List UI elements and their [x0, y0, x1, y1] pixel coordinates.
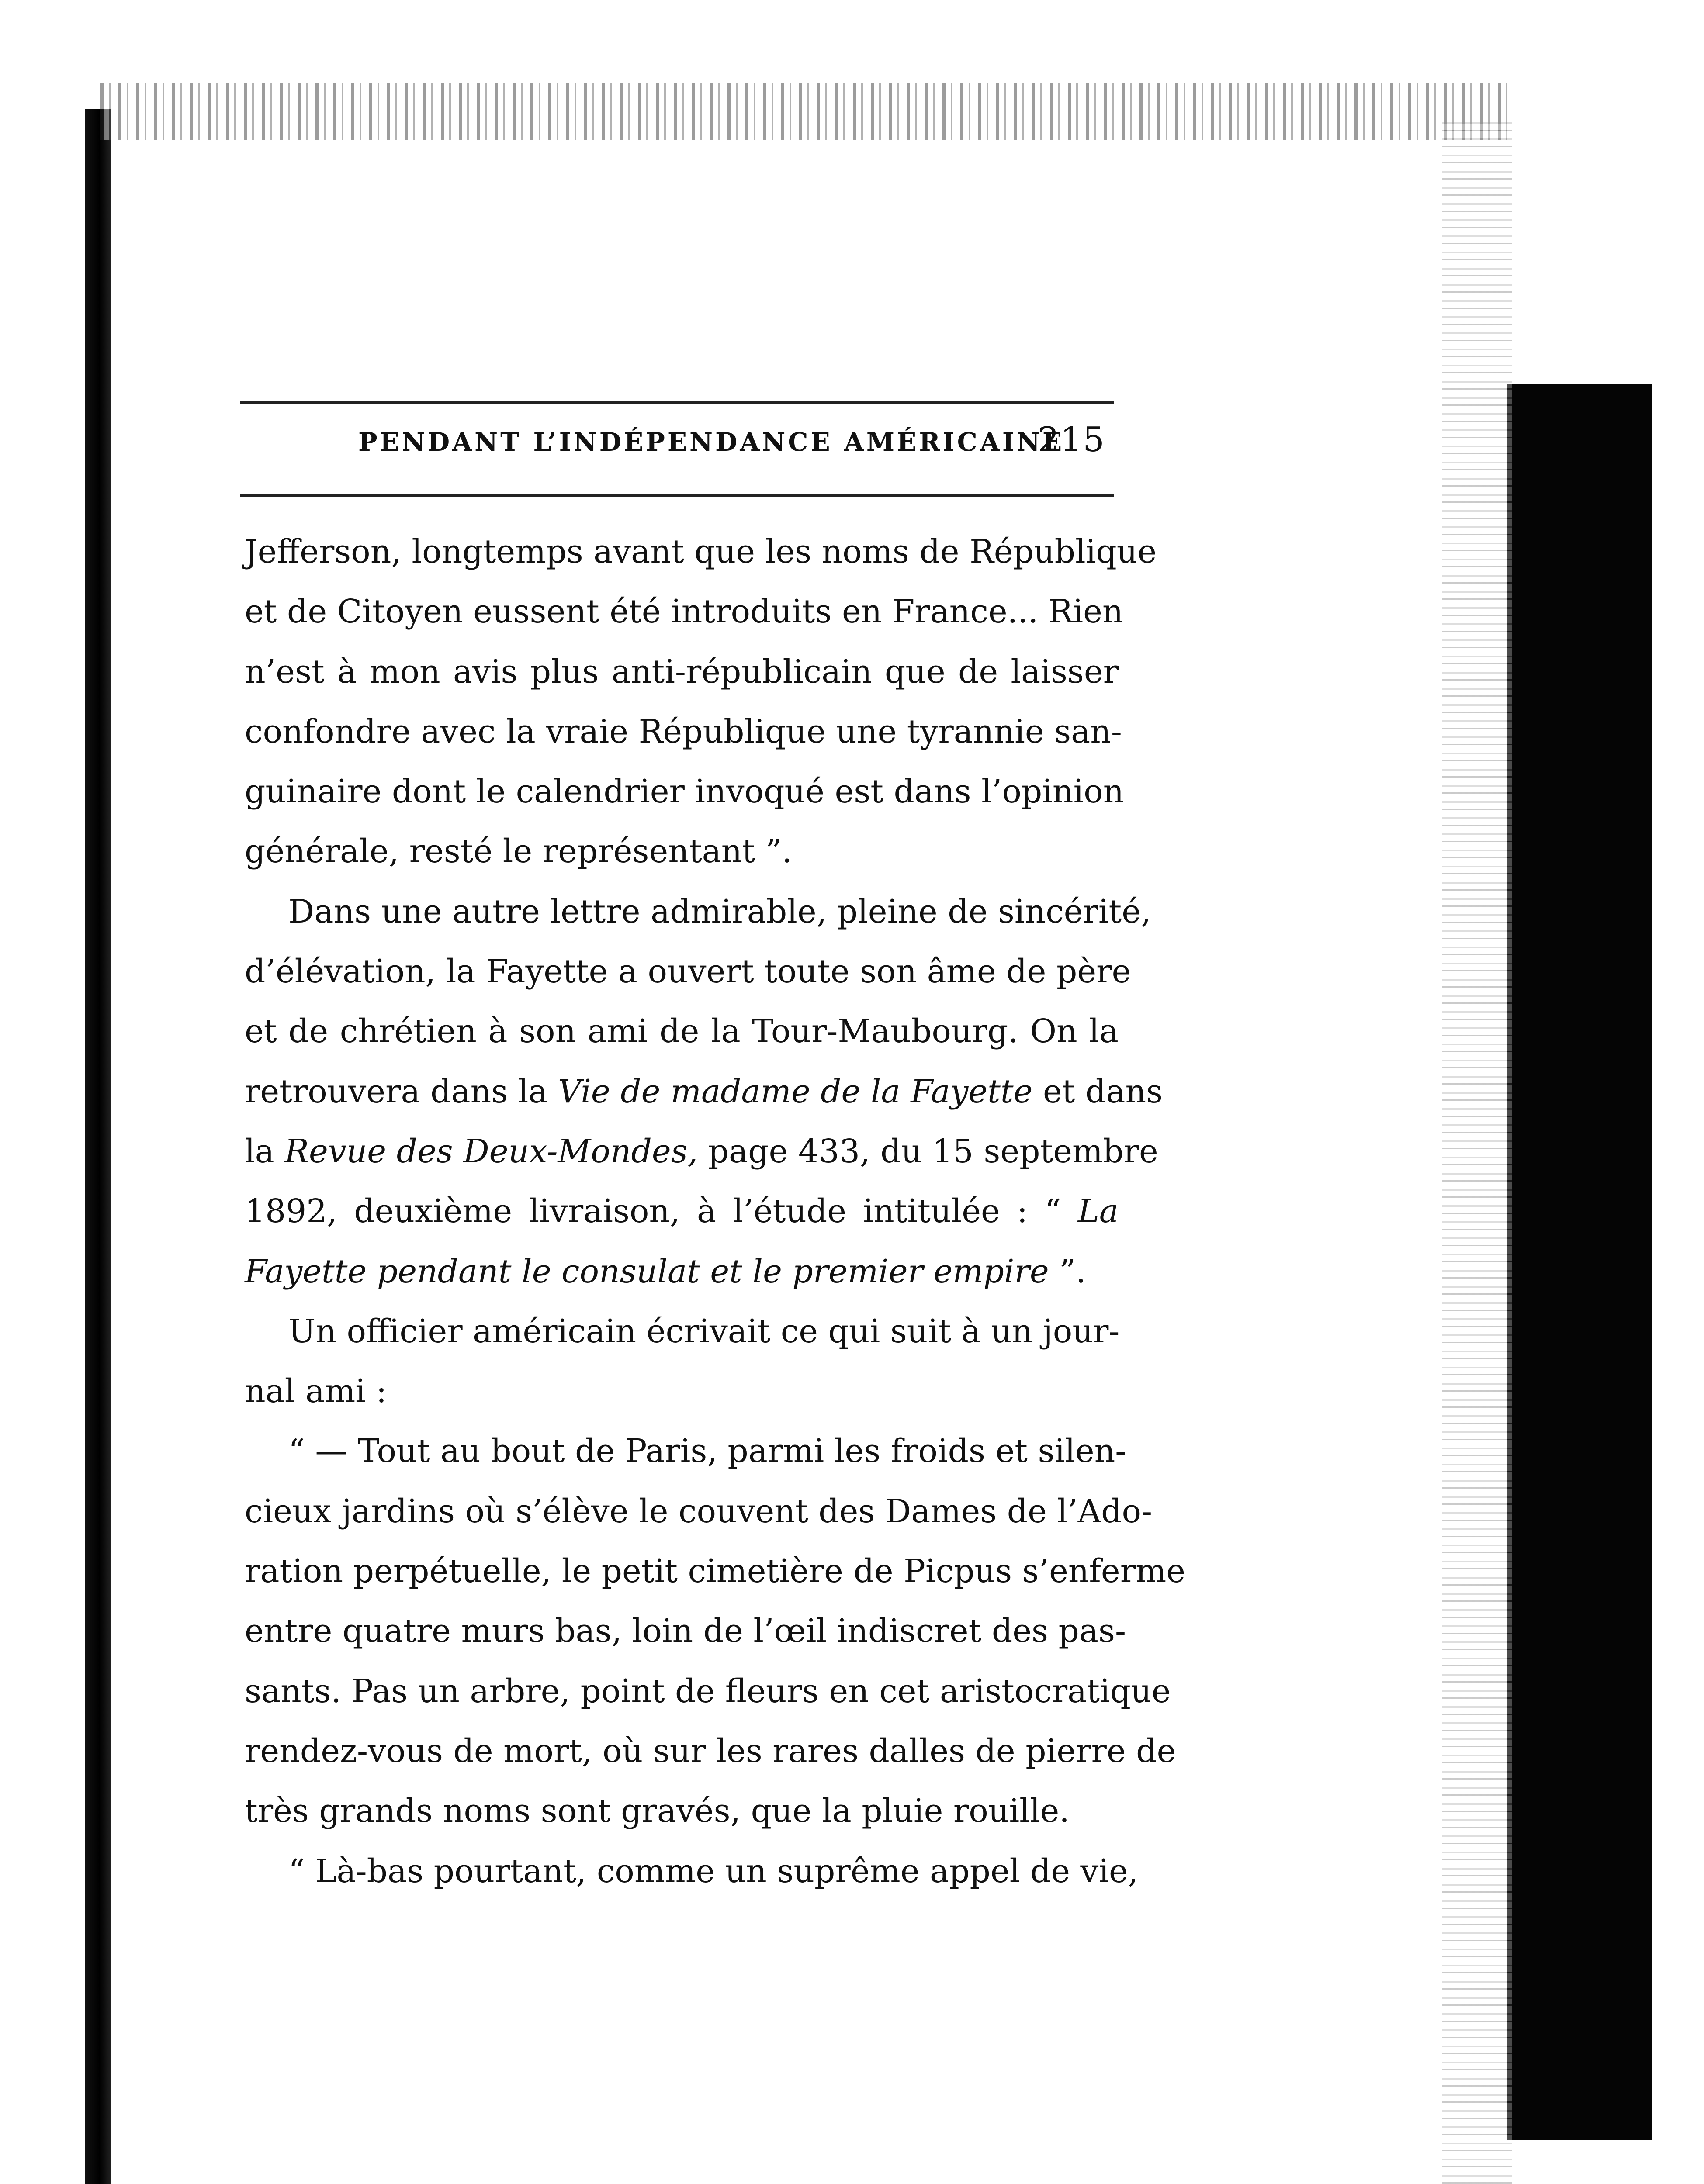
running-header: PENDANT L’INDÉPENDANCE AMÉRICAINE [358, 427, 1065, 457]
text-run: et dans [1042, 1072, 1163, 1110]
text-line: ration perpétuelle, le petit cimetière de Picpus s’enferme [245, 1552, 1186, 1590]
text-line: sants. Pas un arbre, point de fleurs en cet aristocratique [245, 1672, 1171, 1710]
scan-edge-right [1507, 384, 1652, 2140]
text-line: Jefferson, longtemps avant que les noms de République [245, 533, 1157, 570]
text-line [245, 1242, 1119, 1302]
text-line: rendez-vous de mort, où sur les rares dalles de pierre de [245, 1732, 1176, 1770]
scan-edge-left [85, 109, 111, 2184]
text-line: guinaire dont le calendrier invoqué est dans l’opinion [245, 773, 1124, 811]
text-run: 1892, deuxième livraison, à l’étude intitulée : “ [245, 1192, 1061, 1230]
text-line [245, 1062, 1163, 1122]
text-line: “ Là-bas pourtant, comme un suprême appel de vie, [288, 1852, 1139, 1890]
text-line: très grands noms sont gravés, que la pluie rouille. [245, 1792, 1070, 1830]
scan-noise-top [100, 83, 1507, 140]
text-line: cieux jardins où s’élève le couvent des Dames de l’Ado- [245, 1492, 1153, 1530]
header-rule-bottom [240, 494, 1114, 497]
text-line: Un officier américain écrivait ce qui suit à un jour- [288, 1312, 1120, 1350]
text-line: nal ami : [245, 1372, 387, 1410]
text-line: d’élévation, la Fayette a ouvert toute son âme de père [245, 953, 1131, 991]
text-line [245, 1182, 1119, 1241]
text-line: et de chrétien à son ami de la Tour-Maubourg. On la [245, 1013, 1119, 1051]
text-run: ”. [1059, 1252, 1086, 1290]
study-title: La [1077, 1192, 1119, 1230]
text-run: la [245, 1132, 274, 1170]
text-line: entre quatre murs bas, loin de l’œil indiscret des pas- [245, 1612, 1126, 1650]
study-title: Fayette pendant le consulat et le premier empire [245, 1252, 1049, 1290]
page-number: 215 [1038, 420, 1105, 460]
text-run: retrouvera dans la [245, 1072, 548, 1110]
text-line: “ — Tout au bout de Paris, parmi les froids et silen- [288, 1432, 1126, 1470]
book-title: Vie de madame de la Fayette [558, 1072, 1033, 1110]
text-run: page 433, du 15 septembre [708, 1132, 1158, 1170]
journal-title: Revue des Deux-Mondes, [284, 1132, 698, 1170]
text-line: générale, resté le représentant ”. [245, 833, 793, 871]
text-line [245, 1122, 1158, 1182]
header-rule-top [240, 401, 1114, 404]
text-line: n’est à mon avis plus anti-républicain que de laisser [245, 653, 1119, 691]
body-text [245, 522, 1186, 1901]
text-line: confondre avec la vraie République une tyrannie san- [245, 712, 1122, 750]
text-line: Dans une autre lettre admirable, pleine de sincérité, [288, 892, 1151, 930]
scan-noise-right [1442, 122, 1512, 2184]
text-line: et de Citoyen eussent été introduits en France... Rien [245, 593, 1123, 631]
